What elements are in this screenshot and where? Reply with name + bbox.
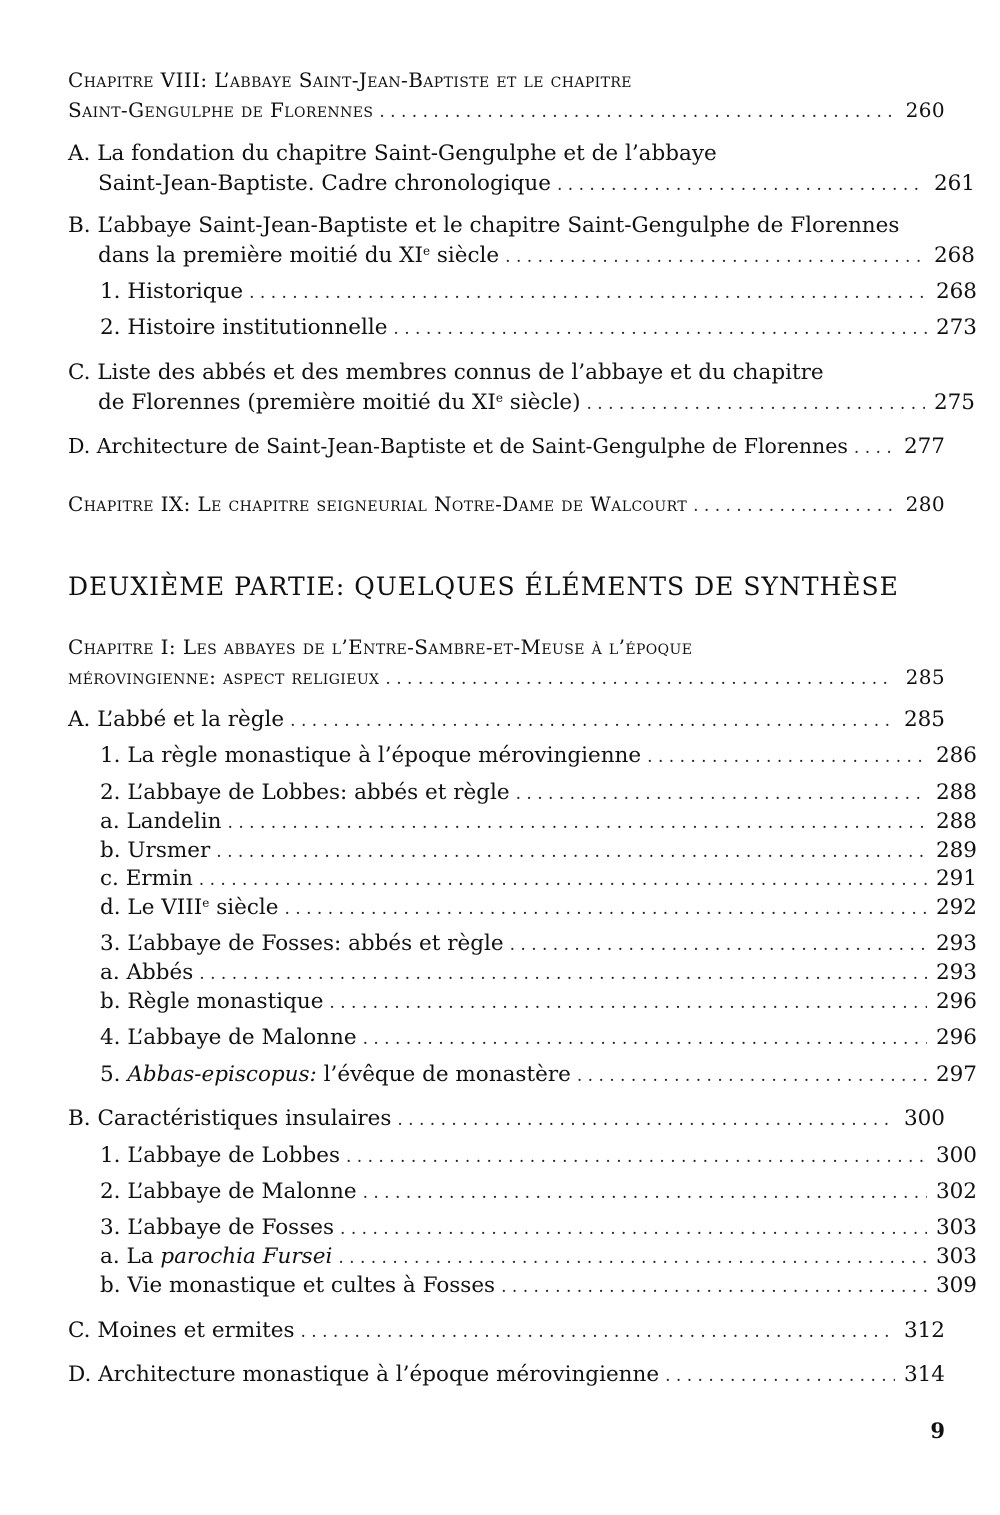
leader-dots [665, 1361, 895, 1391]
page-number: 300 [935, 1143, 977, 1168]
entry-title-line2: de Florennes (première moitié du XIe siècle) [98, 390, 581, 415]
entry-title-line2: mérovingienne: aspect religieux [68, 665, 380, 689]
leader-dots [338, 1243, 927, 1273]
page-number: 288 [935, 809, 977, 834]
leader-dots [501, 1272, 927, 1302]
leader-dots [647, 742, 927, 772]
leader-dots [693, 491, 895, 521]
page-number: 261 [933, 171, 975, 196]
toc-entry-viii-d [68, 431, 945, 463]
toc-entry-viii-c [68, 358, 975, 419]
leader-dots [557, 170, 925, 200]
page-number: 297 [935, 1062, 977, 1087]
entry-title: D. Architecture de Saint-Jean-Baptiste et de Saint-Gengulphe de Florennes [68, 434, 848, 458]
leader-dots [301, 1317, 896, 1347]
entry-title: C. Moines et ermites [68, 1318, 295, 1343]
page-number: 300 [903, 1106, 945, 1131]
entry-title: c. Ermin [100, 866, 193, 891]
leader-dots [397, 1105, 895, 1135]
leader-dots [199, 959, 927, 989]
entry-title-line2: Saint-Gengulphe de Florennes [68, 98, 374, 122]
leader-dots [854, 433, 895, 463]
entry-title: b. Règle monastique [100, 989, 324, 1014]
leader-dots [340, 1214, 927, 1244]
entry-title: 1. L’abbaye de Lobbes [100, 1143, 340, 1168]
toc-entry-i-a [68, 705, 945, 736]
toc-entry-viii-b1 [68, 277, 977, 308]
toc-entry-i-b3a [68, 1242, 977, 1273]
entry-title-line1: Chapitre I: Les abbayes de l’Entre-Sambre-et-Meuse à l’époque [68, 635, 693, 659]
toc-entry-chapitre-viii [68, 65, 945, 127]
toc-entry-chapitre-i [68, 632, 945, 694]
entry-title: 2. Histoire institutionnelle [100, 315, 388, 340]
entry-title: 4. L’abbaye de Malonne [100, 1025, 357, 1050]
leader-dots [249, 278, 927, 308]
leader-dots [290, 706, 895, 736]
entry-title: 3. L’abbaye de Fosses [100, 1215, 335, 1240]
page-number: 309 [935, 1273, 977, 1298]
entry-title-line1: Chapitre VIII: L’abbaye Saint-Jean-Baptiste et le chapitre [68, 68, 632, 92]
toc-entry-i-a2 [68, 778, 977, 809]
page-number: 292 [935, 895, 977, 920]
entry-title: 2. L’abbaye de Malonne [100, 1179, 357, 1204]
page-number: 312 [903, 1318, 945, 1343]
toc-entry-i-a1 [68, 741, 977, 772]
leader-dots [199, 865, 927, 895]
leader-dots [216, 837, 927, 867]
entry-title-line2: Saint-Jean-Baptiste. Cadre chronologique [98, 171, 551, 196]
page-number: 296 [935, 989, 977, 1014]
entry-title: a. Landelin [100, 809, 222, 834]
leader-dots [393, 314, 927, 344]
part-heading: DEUXIÈME PARTIE: QUELQUES ÉLÉMENTS DE SYNTHÈSE [68, 572, 899, 601]
page-number: 268 [935, 279, 977, 304]
toc-entry-viii-a [68, 139, 975, 200]
leader-dots [385, 664, 895, 694]
toc-entry-i-a2a [68, 807, 977, 838]
leader-dots [577, 1061, 927, 1091]
entry-title: 1. Historique [100, 279, 244, 304]
page-number: 293 [935, 931, 977, 956]
page-number: 285 [903, 707, 945, 732]
toc-entry-i-b3b [68, 1271, 977, 1302]
entry-title: A. L’abbé et la règle [68, 707, 285, 732]
page-folio: 9 [930, 1418, 945, 1443]
page-number: 275 [933, 390, 975, 415]
entry-title: 5. Abbas-episcopus: l’évêque de monastère [100, 1062, 571, 1087]
entry-title-line1: B. L’abbaye Saint-Jean-Baptiste et le chapitre Saint-Gengulphe de Florennes [68, 213, 900, 238]
entry-title-line1: C. Liste des abbés et des membres connus de l’abbaye et du chapitre [68, 360, 824, 385]
toc-entry-i-b [68, 1104, 945, 1135]
page-number: 286 [935, 743, 977, 768]
leader-dots [363, 1178, 927, 1208]
toc-entry-i-a4 [68, 1023, 977, 1054]
toc-entry-chapitre-ix [68, 489, 945, 521]
entry-title: 1. La règle monastique à l’époque mérovingienne [100, 743, 642, 768]
entry-title: 2. L’abbaye de Lobbes: abbés et règle [100, 780, 510, 805]
page-number: 296 [935, 1025, 977, 1050]
toc-entry-i-b2 [68, 1177, 977, 1208]
leader-dots [505, 242, 925, 272]
leader-dots [379, 97, 895, 127]
toc-entry-i-a3b [68, 987, 977, 1018]
toc-entry-i-a5 [68, 1060, 977, 1091]
leader-dots [346, 1142, 927, 1172]
entry-title: d. Le VIIIe siècle [100, 895, 279, 920]
page-number: 273 [935, 315, 977, 340]
page-number: 260 [905, 98, 945, 122]
entry-title-line2: dans la première moitié du XIe siècle [98, 243, 500, 268]
toc-entry-i-b3 [68, 1213, 977, 1244]
entry-title: b. Ursmer [100, 838, 211, 863]
toc-entry-i-a2c [68, 864, 977, 895]
leader-dots [586, 389, 925, 419]
toc-entry-i-a2b [68, 836, 977, 867]
toc-entry-i-a3 [68, 929, 977, 960]
page-number: 293 [935, 960, 977, 985]
page-number: 314 [903, 1362, 945, 1387]
toc-page [68, 0, 977, 1515]
page-number: 268 [933, 243, 975, 268]
entry-title: B. Caractéristiques insulaires [68, 1106, 392, 1131]
toc-entry-viii-b2 [68, 313, 977, 344]
entry-title: 3. L’abbaye de Fosses: abbés et règle [100, 931, 504, 956]
leader-dots [329, 988, 927, 1018]
page-number: 302 [935, 1179, 977, 1204]
toc-entry-i-a2d [68, 893, 977, 924]
leader-dots [510, 930, 927, 960]
toc-entry-i-c [68, 1316, 945, 1347]
entry-title: a. Abbés [100, 960, 194, 985]
page-number: 303 [935, 1244, 977, 1269]
entry-title-line1: A. La fondation du chapitre Saint-Gengulphe et de l’abbaye [68, 141, 717, 166]
page-number: 288 [935, 780, 977, 805]
entry-title: D. Architecture monastique à l’époque mérovingienne [68, 1362, 660, 1387]
page-number: 277 [903, 434, 945, 459]
page-number: 291 [935, 866, 977, 891]
leader-dots [228, 808, 927, 838]
toc-entry-viii-b [68, 211, 975, 272]
page-number: 289 [935, 838, 977, 863]
toc-entry-i-a3a [68, 958, 977, 989]
leader-dots [363, 1024, 927, 1054]
page-number: 285 [905, 665, 945, 689]
entry-title: a. La parochia Fursei [100, 1244, 333, 1269]
page-number: 280 [905, 492, 945, 516]
leader-dots [516, 779, 927, 809]
leader-dots [285, 894, 928, 924]
entry-title: b. Vie monastique et cultes à Fosses [100, 1273, 496, 1298]
entry-title: Chapitre IX: Le chapitre seigneurial Notre-Dame de Walcourt [68, 492, 688, 516]
toc-entry-i-b1 [68, 1141, 977, 1172]
toc-entry-i-d [68, 1360, 945, 1391]
page-number: 303 [935, 1215, 977, 1240]
